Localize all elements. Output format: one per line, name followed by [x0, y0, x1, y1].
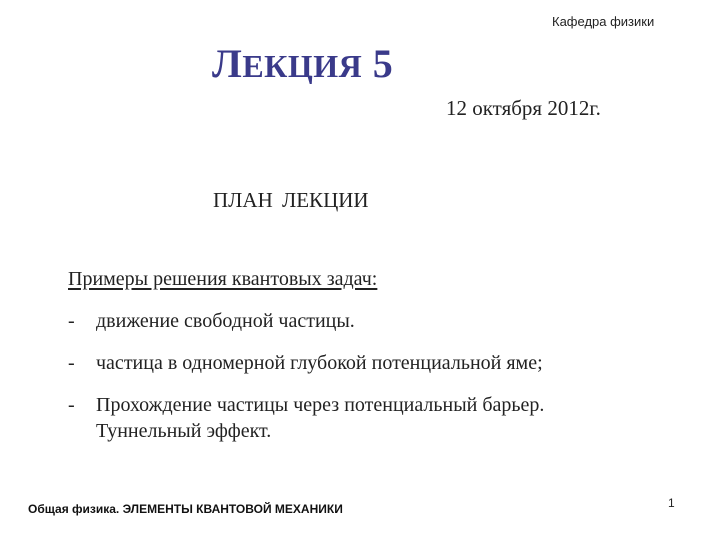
lecture-number: 5: [372, 41, 394, 86]
topic-heading: Примеры решения квантовых задач:: [68, 268, 378, 290]
page-number: 1: [668, 496, 675, 510]
list-item-dash: -: [68, 394, 75, 416]
lecture-date: 12 октября 2012г.: [446, 96, 601, 120]
list-item-line: Туннельный эффект.: [96, 420, 272, 442]
footer-course-title: Общая физика. ЭЛЕМЕНТЫ КВАНТОВОЙ МЕХАНИКИ: [28, 502, 343, 516]
plan-heading: ПЛАН ЛЕКЦИИ: [213, 188, 369, 212]
lecture-title-initial: Л: [212, 41, 243, 86]
list-item-line: Прохождение частицы через потенциальный барьер.: [96, 394, 545, 416]
list-item-text: [96, 392, 544, 444]
list-item-text: частица в одномерной глубокой потенциальной яме;: [96, 352, 543, 374]
list-item-dash: -: [68, 352, 75, 374]
topic-list: [68, 308, 544, 444]
list-item-dash: -: [68, 310, 75, 332]
lecture-title-rest: ЕКЦИЯ: [242, 48, 363, 84]
department-label: Кафедра физики: [552, 14, 655, 29]
list-item: [68, 308, 544, 334]
list-item: [68, 350, 544, 376]
lecture-title: [212, 40, 393, 87]
list-item-text: движение свободной частицы.: [96, 310, 355, 332]
list-item: [68, 392, 544, 444]
